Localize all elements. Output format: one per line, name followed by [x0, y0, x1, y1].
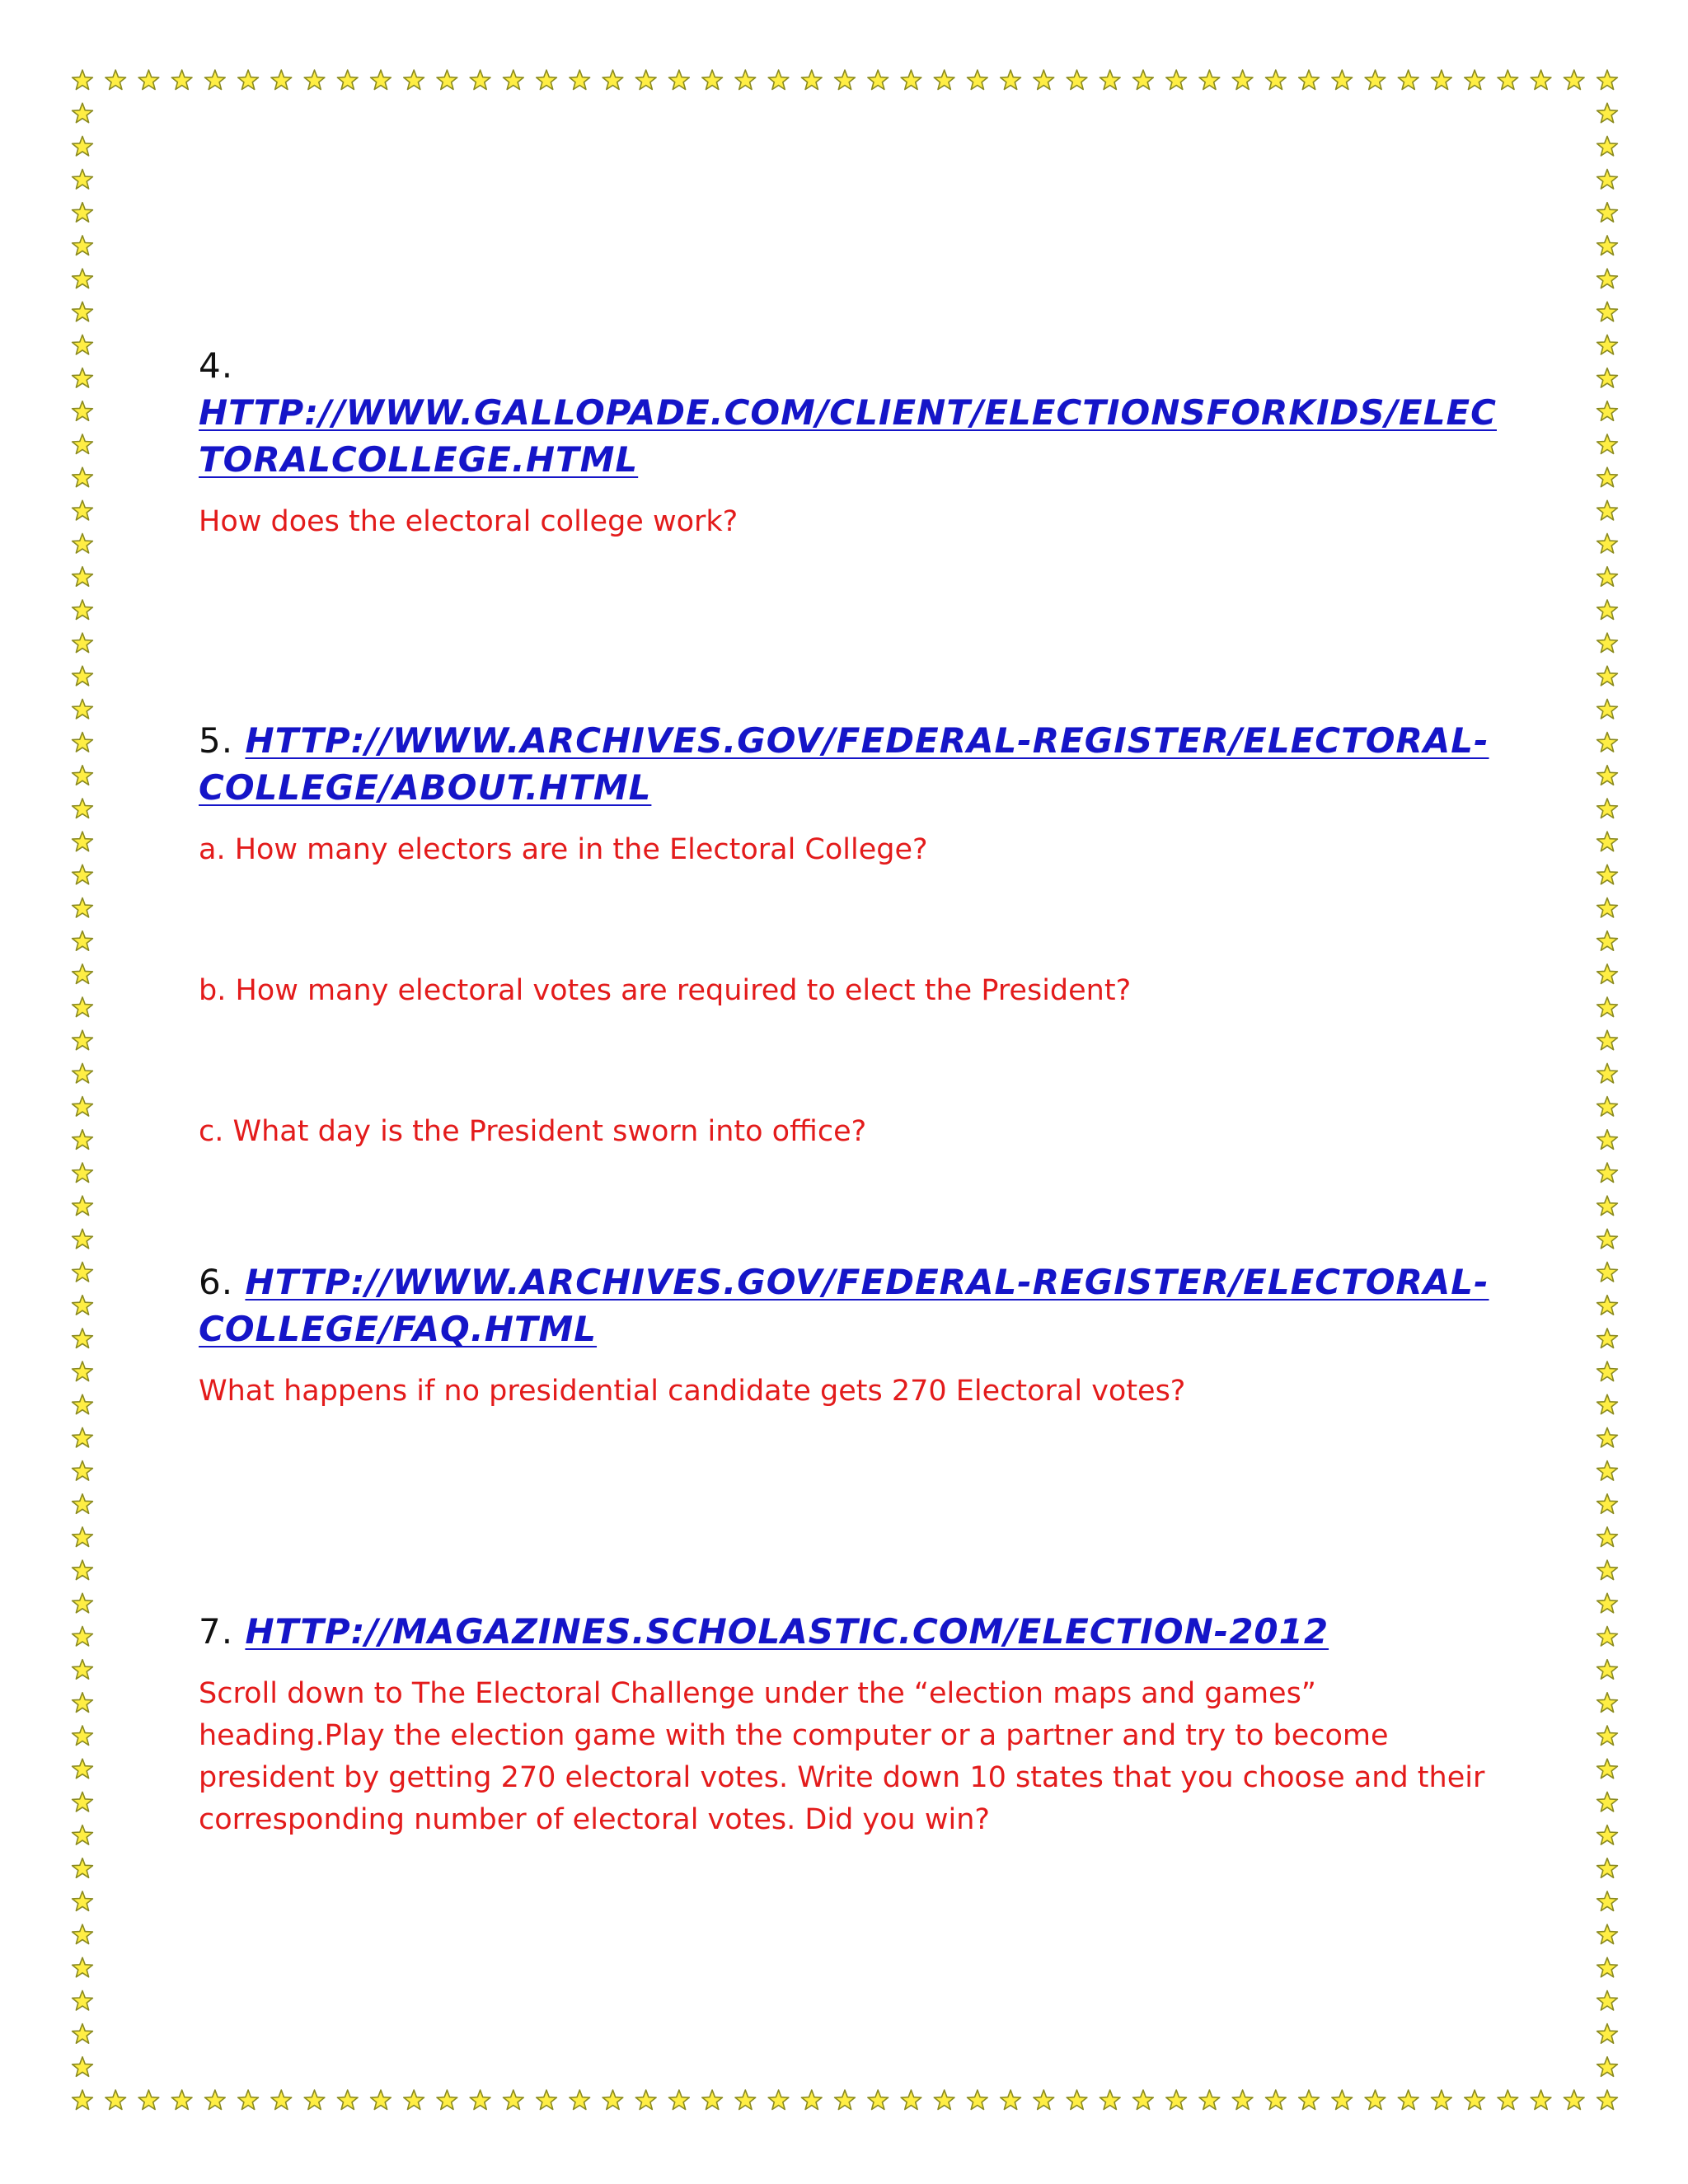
star-icon [1597, 1329, 1618, 1348]
star-icon [73, 2057, 93, 2077]
item-4 [199, 342, 1501, 543]
star-icon [73, 766, 93, 785]
star-icon [1531, 70, 1551, 90]
star-icon [1597, 1296, 1618, 1315]
instructions: Scroll down to The Electoral Challenge under the “election maps and games” heading.Play the election game with the computer or a partner and try to become president by getting 270 electoral votes. Write down 10 states that you choose and their corresponding number of electoral votes. Did you win? [199, 1677, 1485, 1836]
star-icon [1597, 733, 1618, 752]
star-icon [1465, 70, 1485, 90]
star-icon [73, 1924, 93, 1944]
star-icon [968, 2090, 988, 2110]
star-icon [404, 2090, 424, 2110]
star-icon [1597, 170, 1618, 190]
star-icon [1498, 70, 1518, 90]
star-icon [73, 203, 93, 223]
star-icon [868, 2090, 889, 2110]
star-icon [1597, 766, 1618, 785]
star-icon [73, 269, 93, 288]
star-icon [1597, 236, 1618, 255]
star-icon [73, 1394, 93, 1414]
star-icon [570, 70, 590, 90]
star-icon [1465, 2090, 1485, 2110]
star-icon [1166, 70, 1187, 90]
star-icon [537, 2090, 557, 2110]
star-icon [73, 865, 93, 884]
item-5 [199, 717, 1501, 1153]
star-icon [1597, 70, 1618, 90]
star-icon [304, 70, 325, 90]
star-icon [1597, 1560, 1618, 1580]
star-icon [1597, 136, 1618, 156]
star-icon [1597, 1991, 1618, 2011]
star-icon [470, 2090, 490, 2110]
star-icon [1597, 1097, 1618, 1117]
star-icon [470, 70, 490, 90]
star-icon [1597, 467, 1618, 487]
star-icon [901, 2090, 921, 2110]
star-icon [1597, 1130, 1618, 1150]
star-icon [1597, 534, 1618, 554]
star-icon [1597, 103, 1618, 123]
star-icon [702, 2090, 723, 2110]
star-icon [504, 70, 524, 90]
star-icon [171, 2090, 192, 2110]
star-icon [73, 534, 93, 554]
star-icon [1597, 1494, 1618, 1514]
star-icon [1332, 70, 1353, 90]
star-icon [1597, 1229, 1618, 1249]
star-icon [73, 1030, 93, 1050]
star-icon [138, 70, 159, 90]
star-icon [73, 1660, 93, 1680]
star-icon [1597, 1593, 1618, 1613]
star-icon [1597, 1792, 1618, 1811]
star-icon [73, 1759, 93, 1779]
star-icon [1498, 2090, 1518, 2110]
star-icon [73, 1593, 93, 1613]
star-icon [73, 2024, 93, 2044]
star-icon [73, 1263, 93, 1282]
star-icon [669, 2090, 690, 2110]
star-icon [171, 70, 192, 90]
star-icon [437, 2090, 457, 2110]
star-icon [205, 2090, 226, 2110]
star-icon [1199, 70, 1220, 90]
star-icon [1597, 1858, 1618, 1878]
star-icon [1564, 2090, 1584, 2110]
star-icon [1100, 70, 1120, 90]
star-icon [1597, 1527, 1618, 1547]
star-icon [1597, 1361, 1618, 1381]
star-icon [1597, 1196, 1618, 1216]
star-icon [1597, 964, 1618, 984]
question-b: b. How many electoral votes are required to elect the President? [199, 974, 1132, 1007]
star-icon [73, 401, 93, 421]
star-icon [868, 70, 889, 90]
star-icon [1597, 997, 1618, 1017]
star-icon [238, 70, 259, 90]
website-link[interactable]: HTTP://WWW.ARCHIVES.GOV/FEDERAL-REGISTER/ELECTORAL-COLLEGE/FAQ.HTML [199, 1262, 1489, 1349]
star-icon [1597, 1427, 1618, 1447]
star-icon [73, 1329, 93, 1348]
star-icon [768, 2090, 789, 2110]
star-icon [1597, 1891, 1618, 1911]
website-link[interactable]: HTTP://WWW.ARCHIVES.GOV/FEDERAL-REGISTER/ELECTORAL-COLLEGE/ABOUT.HTML [199, 720, 1489, 808]
star-icon [73, 434, 93, 454]
star-icon [73, 70, 93, 90]
star-icon [1034, 2090, 1054, 2110]
item-number: 5. [199, 720, 234, 761]
star-icon [73, 567, 93, 587]
star-icon [1597, 1461, 1618, 1481]
star-icon [73, 898, 93, 918]
star-icon [635, 70, 656, 90]
star-icon [73, 931, 93, 951]
star-icon [73, 103, 93, 123]
star-icon [73, 1296, 93, 1315]
star-icon [73, 1063, 93, 1083]
star-icon [73, 1130, 93, 1150]
star-icon [271, 2090, 292, 2110]
star-icon [901, 70, 921, 90]
star-icon [1597, 600, 1618, 620]
item-7 [199, 1608, 1501, 1841]
star-icon [1266, 2090, 1287, 2110]
star-icon [1597, 699, 1618, 719]
star-icon [73, 1461, 93, 1481]
star-icon [73, 1163, 93, 1183]
star-icon [504, 2090, 524, 2110]
website-link[interactable]: HTTP://WWW.GALLOPADE.COM/CLIENT/ELECTIONSFORKIDS/ELECTORALCOLLEGE.HTML [199, 392, 1497, 480]
star-icon [1299, 2090, 1320, 2110]
star-icon [1001, 70, 1021, 90]
star-icon [835, 70, 856, 90]
star-icon [73, 1891, 93, 1911]
star-icon [801, 2090, 822, 2110]
star-icon [1365, 70, 1386, 90]
star-icon [1597, 1693, 1618, 1713]
question: What happens if no presidential candidate gets 270 Electoral votes? [199, 1375, 1186, 1408]
star-icon [1597, 2090, 1618, 2110]
star-icon [635, 2090, 656, 2110]
star-icon [1597, 1759, 1618, 1779]
star-icon [271, 70, 292, 90]
star-icon [1034, 70, 1054, 90]
star-icon [73, 1858, 93, 1878]
star-icon [1597, 931, 1618, 951]
star-icon [73, 1693, 93, 1713]
star-icon [73, 170, 93, 190]
star-icon [1597, 1163, 1618, 1183]
star-icon [73, 2090, 93, 2110]
website-link[interactable]: HTTP://MAGAZINES.SCHOLASTIC.COM/ELECTION-2012 [245, 1611, 1329, 1652]
star-icon [1597, 434, 1618, 454]
star-icon [1432, 2090, 1452, 2110]
star-icon [73, 666, 93, 686]
star-icon [73, 832, 93, 851]
star-icon [73, 1229, 93, 1249]
star-icon [73, 236, 93, 255]
star-icon [1597, 666, 1618, 686]
star-icon [371, 70, 392, 90]
star-icon [73, 500, 93, 520]
star-icon [1597, 269, 1618, 288]
star-icon [603, 2090, 623, 2110]
star-icon [73, 1196, 93, 1216]
star-icon [337, 2090, 358, 2110]
star-icon [1398, 70, 1418, 90]
star-icon [73, 302, 93, 321]
star-icon [138, 2090, 159, 2110]
star-icon [1597, 2057, 1618, 2077]
star-icon [1133, 70, 1154, 90]
star-icon [1232, 70, 1253, 90]
star-icon [1232, 2090, 1253, 2110]
star-icon [371, 2090, 392, 2110]
star-icon [73, 733, 93, 752]
star-icon [1597, 898, 1618, 918]
star-icon [1597, 203, 1618, 223]
item-number: 7. [199, 1611, 234, 1652]
star-icon [73, 1957, 93, 1977]
item-6 [199, 1258, 1501, 1413]
star-icon [1067, 2090, 1087, 2110]
star-icon [73, 964, 93, 984]
star-icon [1597, 1957, 1618, 1977]
star-icon [537, 70, 557, 90]
star-icon [73, 997, 93, 1017]
star-icon [1597, 1394, 1618, 1414]
star-icon [106, 70, 126, 90]
star-icon [73, 1427, 93, 1447]
star-icon [73, 1097, 93, 1117]
star-icon [934, 70, 954, 90]
star-icon [73, 799, 93, 818]
star-icon [768, 70, 789, 90]
star-icon [735, 2090, 756, 2110]
question-c: c. What day is the President sworn into office? [199, 1115, 867, 1148]
star-icon [1597, 1660, 1618, 1680]
star-icon [1597, 1825, 1618, 1845]
star-icon [1398, 2090, 1418, 2110]
star-icon [1166, 2090, 1187, 2110]
star-icon [1597, 1030, 1618, 1050]
star-icon [1067, 70, 1087, 90]
star-icon [73, 633, 93, 653]
star-icon [73, 368, 93, 388]
star-icon [106, 2090, 126, 2110]
star-icon [1597, 302, 1618, 321]
star-icon [1597, 1627, 1618, 1647]
star-icon [73, 1792, 93, 1811]
star-icon [1597, 1263, 1618, 1282]
star-icon [73, 1494, 93, 1514]
star-icon [1597, 500, 1618, 520]
question-a: a. How many electors are in the Electoral College? [199, 833, 928, 866]
star-icon [934, 2090, 954, 2110]
star-icon [1597, 567, 1618, 587]
star-icon [1597, 2024, 1618, 2044]
star-icon [1100, 2090, 1120, 2110]
star-icon [1597, 1726, 1618, 1746]
star-icon [1299, 70, 1320, 90]
star-icon [337, 70, 358, 90]
star-icon [835, 2090, 856, 2110]
star-icon [73, 1825, 93, 1845]
star-icon [73, 1991, 93, 2011]
star-icon [73, 467, 93, 487]
star-icon [1597, 865, 1618, 884]
star-icon [1597, 799, 1618, 818]
star-icon [1597, 401, 1618, 421]
star-icon [73, 600, 93, 620]
star-icon [73, 1527, 93, 1547]
star-icon [73, 1627, 93, 1647]
star-icon [1564, 70, 1584, 90]
star-icon [304, 2090, 325, 2110]
star-icon [570, 2090, 590, 2110]
star-icon [205, 70, 226, 90]
star-icon [1597, 832, 1618, 851]
star-icon [1597, 335, 1618, 354]
star-icon [73, 1361, 93, 1381]
star-icon [1133, 2090, 1154, 2110]
star-icon [1332, 2090, 1353, 2110]
star-icon [801, 70, 822, 90]
star-icon [73, 699, 93, 719]
star-icon [1432, 70, 1452, 90]
star-icon [238, 2090, 259, 2110]
star-icon [1365, 2090, 1386, 2110]
star-icon [73, 1560, 93, 1580]
star-icon [603, 70, 623, 90]
star-icon [669, 70, 690, 90]
star-icon [404, 70, 424, 90]
star-icon [1001, 2090, 1021, 2110]
star-icon [1597, 1924, 1618, 1944]
star-icon [1531, 2090, 1551, 2110]
star-icon [1266, 70, 1287, 90]
star-icon [702, 70, 723, 90]
star-icon [73, 335, 93, 354]
star-icon [73, 1726, 93, 1746]
star-icon [1199, 2090, 1220, 2110]
star-icon [1597, 633, 1618, 653]
star-icon [1597, 368, 1618, 388]
star-icon [1597, 1063, 1618, 1083]
star-icon [73, 136, 93, 156]
question: How does the electoral college work? [199, 505, 738, 538]
item-number: 4. [199, 345, 234, 386]
star-icon [735, 70, 756, 90]
star-icon [968, 70, 988, 90]
item-number: 6. [199, 1262, 234, 1302]
star-icon [437, 70, 457, 90]
